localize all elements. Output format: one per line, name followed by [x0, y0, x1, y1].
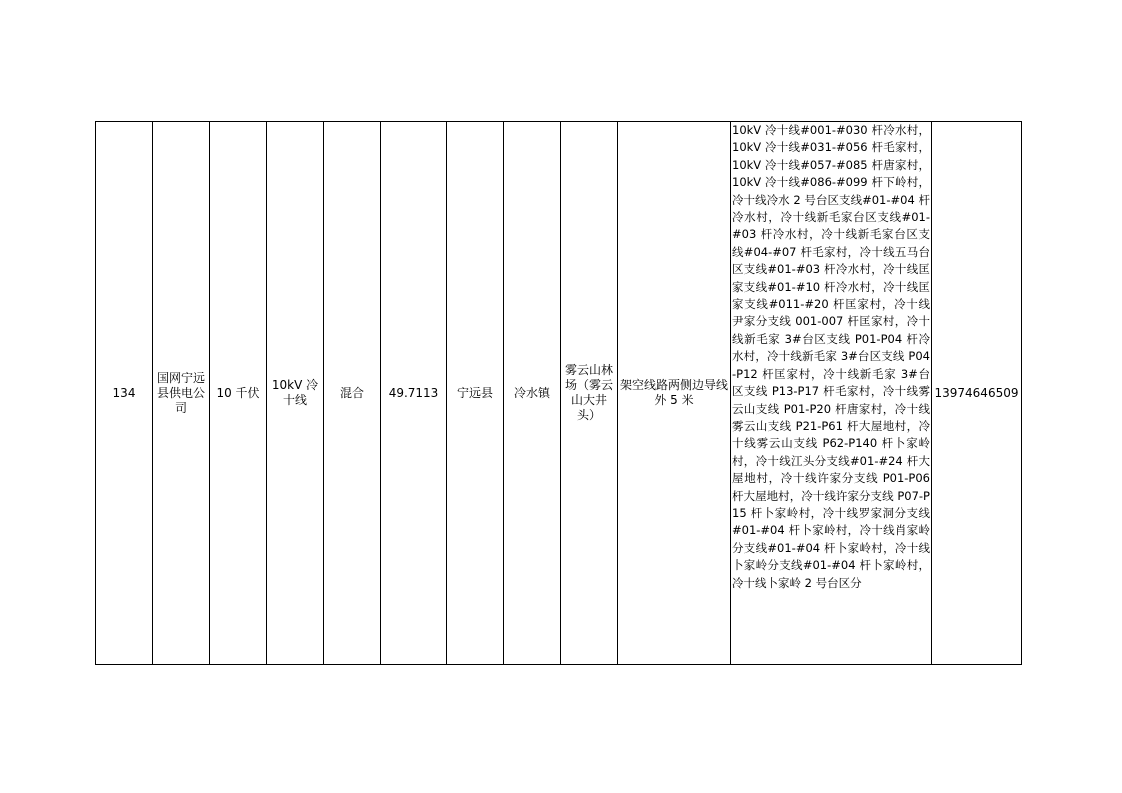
- county-cell: 宁远县: [447, 122, 504, 665]
- phone-cell: 13974646509: [932, 122, 1022, 665]
- company-cell: 国网宁远县供电公司: [153, 122, 210, 665]
- table-row: [96, 122, 1022, 665]
- section-range-cell: [731, 122, 932, 665]
- index-cell: 134: [96, 122, 153, 665]
- town-cell: 冷水镇: [504, 122, 561, 665]
- section-range-text: 10kV 冷十线#001-#030 杆冷水村，10kV 冷十线#031-#056 杆毛家村，10kV 冷十线#057-#085 杆唐家村，10kV 冷十线#086-#099 杆下岭村，冷十线冷水 2 号台区支线#01-#04 杆冷水村，冷十线新毛家台区支线#01-#03 杆冷水村，冷十线新毛家台区支线#04-#07 杆毛家村，冷十线五马台区支线#01-#03 杆冷水村，冷十线匡家支线#01-#10 杆冷水村，冷十线匡家支线#011-#20 杆匡家村，冷十线尹家分支线 001-007 杆匡家村，冷十线新毛家 3#台区支线 P01-P04 杆冷水村，冷十线新毛家 3#台区支线 P04-P12 杆匡家村，冷十线新毛家 3#台区支线 P13-P17 杆毛家村，冷十线雾云山支线 P01-P20 杆唐家村，冷十线雾云山支线 P21-P61 杆大屋地村，冷十线雾云山支线 P62-P140 杆卜家岭村，冷十线江头分支线#01-#24 杆大屋地村，冷十线许家分支线 P01-P06 杆大屋地村，冷十线许家分支线 P07-P15 杆卜家岭村，冷十线罗家洞分支线#01-#04 杆卜家岭村，冷十线肖家岭分支线#01-#04 杆卜家岭村，冷十线卜家岭分支线#01-#04 杆卜家岭村，冷十线卜家岭 2 号台区分: [732, 123, 930, 590]
- line-type-cell: 混合: [324, 122, 381, 665]
- length-cell: 49.7113: [381, 122, 447, 665]
- line-name-cell: 10kV 冷十线: [267, 122, 324, 665]
- location-cell: 雾云山林场（雾云山大井头）: [561, 122, 618, 665]
- protection-scope-cell: 架空线路两侧边导线外 5 米: [618, 122, 731, 665]
- voltage-cell: 10 千伏: [210, 122, 267, 665]
- power-line-table: [95, 121, 1022, 665]
